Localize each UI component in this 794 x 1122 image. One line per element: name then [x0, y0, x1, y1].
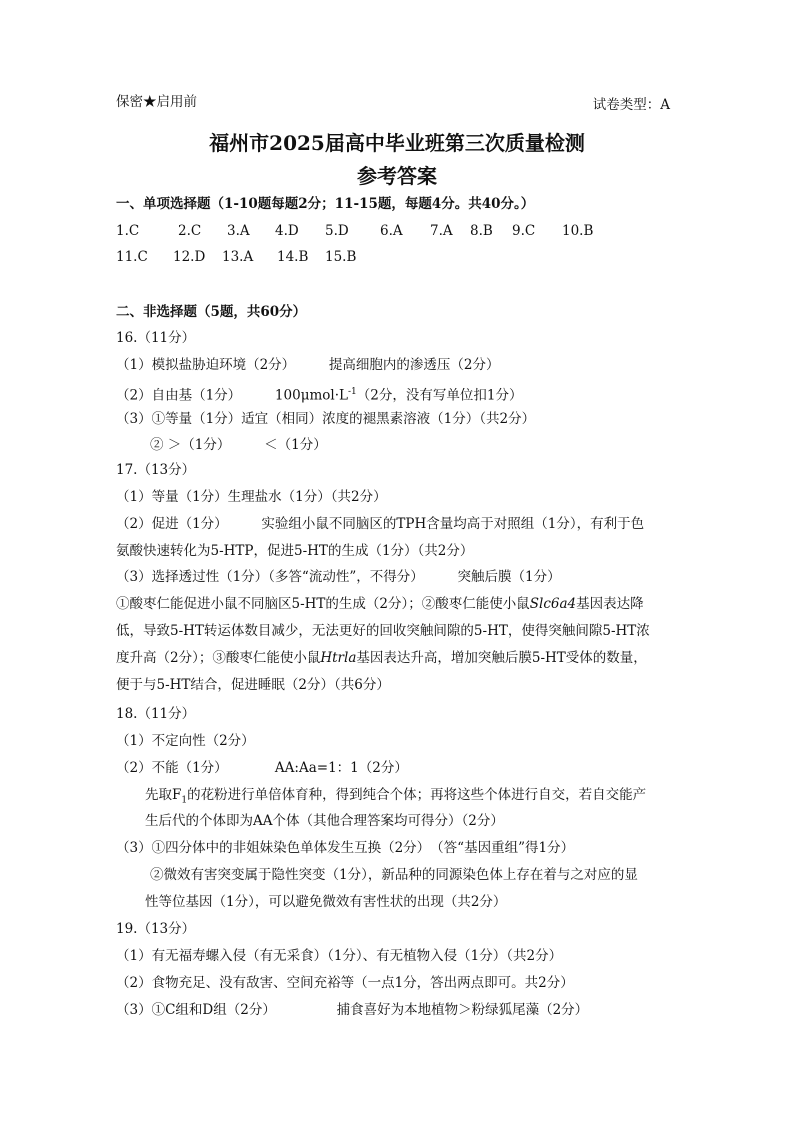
q16-line-1: （1）模拟盐胁迫环境（2分） 提高细胞内的渗透压（2分） [116, 357, 500, 373]
answer-5: 5.D [325, 223, 349, 239]
section2-heading: 二、非选择题（5题，共60分） [116, 304, 307, 320]
answer-3: 3.A [227, 223, 250, 239]
q17-line-4: （3）选择透过性（1分）（多答“流动性”，不得分） 突触后膜（1分） [116, 569, 561, 585]
answer-15: 15.B [325, 249, 357, 265]
header-left: 保密★启用前 [116, 94, 197, 110]
gene-htrla: Htrla [320, 650, 357, 666]
answer-13: 13.A [222, 249, 254, 265]
q19-line-3: （3）①C组和D组（2分） 捕食喜好为本地植物＞粉绿狐尾藻（2分） [116, 1002, 589, 1018]
page-title: 福州市2025届高中毕业班第三次质量检测 [209, 131, 585, 155]
q18-line-6: ②微效有害突变属于隐性突变（1分），新品种的同源染色体上存在着与之对应的显 [150, 867, 638, 883]
header-right: 试卷类型：A [592, 97, 670, 113]
q17-line-8: 便于与5-HT结合，促进睡眠（2分）（共6分） [116, 677, 390, 693]
answer-9: 9.C [512, 223, 536, 239]
answer-12: 12.D [173, 249, 206, 265]
answer-8: 8.B [470, 223, 493, 239]
q17-head: 17.（13分） [116, 462, 196, 478]
answer-6: 6.A [380, 223, 403, 239]
q19-line-2: （2）食物充足、没有敌害、空间充裕等（一点1分，答出两点即可。共2分） [116, 975, 574, 991]
answer-10: 10.B [562, 223, 594, 239]
answer-11: 11.C [116, 249, 148, 265]
q18-line-5: （3）①四分体中的非姐妹染色单体发生互换（2分） （答“基因重组”得1分） [116, 840, 575, 856]
q17-line-3: 氨酸快速转化为5-HTP，促进5-HT的生成（1分）（共2分） [116, 543, 474, 559]
page-subtitle: 参考答案 [357, 164, 437, 188]
gene-slc6a4: Slc6a4 [529, 596, 577, 612]
q18-line-3: 先取$F_1$的花粉进行单倍体育种，得到纯合个体；再将这些个体进行自交，若自交能产 [145, 787, 647, 806]
q18-head: 18.（11分） [116, 706, 196, 722]
q18-line-2: （2）不能（1分） AA:Aa=1：1（2分） [116, 760, 408, 776]
q16-line-2: （2）自由基（1分） $100\mu mol\cdot L^{-1}(2$分，没有写单位扣1分） [116, 387, 523, 404]
q16-line-3: （3）①等量（1分）适宜（相同）浓度的褪黑素溶液（1分）（共2分） [116, 411, 536, 427]
q17-line-2: （2）促进（1分） 实验组小鼠不同脑区的TPH含量均高于对照组（1分），有利于色 [116, 516, 645, 532]
q18-line-7: 性等位基因（1分），可以避免微效有害性状的出现（共2分） [145, 894, 507, 910]
q16-head: 16.（11分） [116, 330, 196, 346]
answer-1: 1.C [116, 223, 140, 239]
q19-head: 19.（13分） [116, 921, 196, 937]
q17-line-5: ①酸枣仁能促进小鼠不同脑区5-HT的生成（2分）；②酸枣仁能使小鼠Slc6a4基因表达降 [116, 596, 644, 612]
q19-line-1: （1）有无福寿螺入侵（有无采食）（1分）、有无植物入侵（1分）（共2分） [116, 948, 563, 964]
q18-line-1: （1）不定向性（2分） [116, 733, 255, 749]
section1-heading: 一、单项选择题（1-10题每题2分；11-15题，每题4分。共40分。） [116, 196, 535, 212]
answer-2: 2.C [178, 223, 202, 239]
q17-line-1: （1）等量（1分）生理盐水（1分）（共2分） [116, 489, 387, 505]
q16-line-4: ② ＞（1分） ＜（1分） [150, 437, 327, 453]
answer-4: 4.D [275, 223, 299, 239]
answer-7: 7.A [430, 223, 453, 239]
q18-line-4: 生后代的个体即为AA个体（其他合理答案均可得分）（2分） [145, 813, 504, 829]
answer-14: 14.B [277, 249, 309, 265]
q17-line-6: 低，导致5-HT转运体数目减少，无法更好的回收突触间隙的5-HT，使得突触间隙5-HT浓 [116, 623, 650, 639]
q17-line-7: 度升高（2分）；③酸枣仁能使小鼠Htrla基因表达升高，增加突触后膜5-HT受体的数量， [116, 650, 647, 666]
